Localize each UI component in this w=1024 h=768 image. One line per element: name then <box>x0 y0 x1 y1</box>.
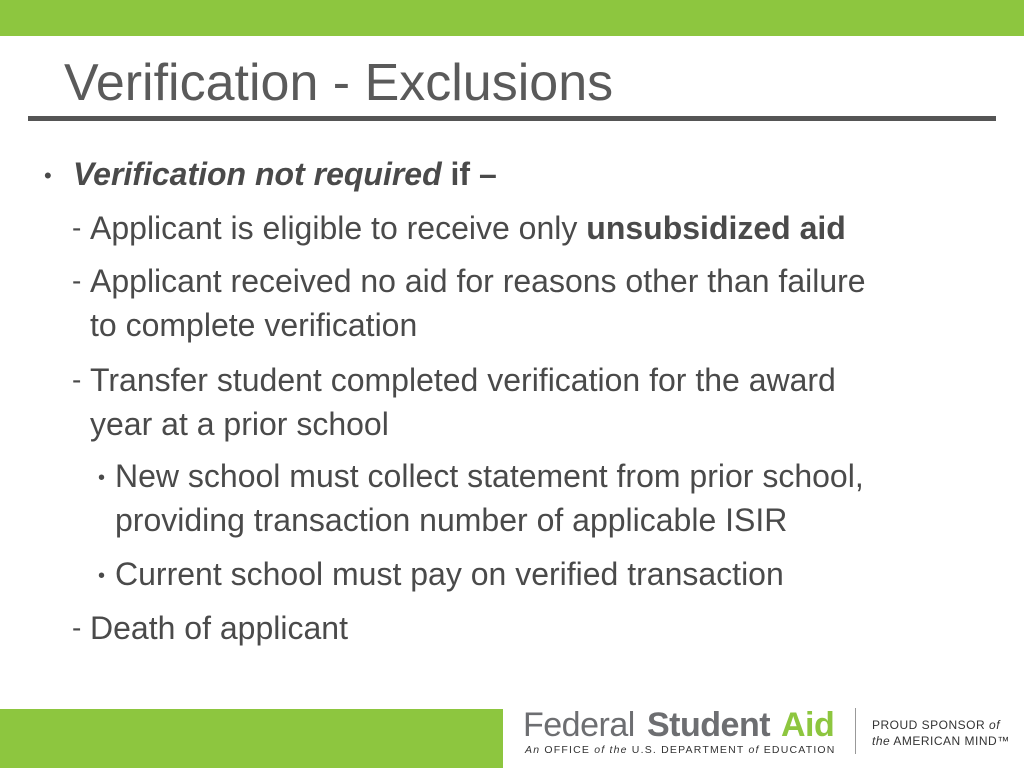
federal-student-aid-logo <box>523 706 843 762</box>
dash-marker: - <box>72 612 82 643</box>
title-underline <box>28 116 996 121</box>
sub-sub-item-current-school <box>98 552 1008 596</box>
sponsor-line-2: the AMERICAN MIND™ <box>872 734 1010 748</box>
sub-item-transfer-student <box>72 358 1002 446</box>
sub-sub-item-line-1: New school must collect statement from prior school, <box>115 458 864 494</box>
sub-item-line-2: to complete verification <box>90 307 418 343</box>
sub-item-text: Applicant is eligible to receive only unsubsidized aid <box>90 210 846 246</box>
logo-student: Student <box>647 706 771 744</box>
bullet-item-1 <box>44 152 944 196</box>
bullet-emphasis: Verification not required <box>73 156 442 192</box>
sub-item-text: Death of applicant <box>90 610 348 646</box>
sub-sub-item-line-2: providing transaction number of applicable ISIR <box>115 502 788 538</box>
sub-item-line-1: Applicant received no aid for reasons other than failure <box>90 263 866 299</box>
sub-item-line-2: year at a prior school <box>90 406 389 442</box>
sub-item-emphasis: unsubsidized aid <box>586 210 846 246</box>
bottom-accent-bar <box>0 709 503 768</box>
sub-sub-item-text: Current school must pay on verified transaction <box>115 556 784 592</box>
bullet-marker: • <box>44 163 52 188</box>
sub-item-line-1: Transfer student completed verification for the award <box>90 362 836 398</box>
bullet-marker: • <box>98 467 106 489</box>
bullet-suffix: if – <box>441 156 497 192</box>
logo-aid: Aid <box>781 706 835 744</box>
slide-title: Verification - Exclusions <box>64 54 614 112</box>
bullet-text <box>73 152 944 196</box>
sub-item-no-aid <box>72 259 1002 347</box>
dash-marker: - <box>72 364 82 395</box>
sub-sub-item-new-school <box>98 454 1008 542</box>
bullet-marker: • <box>98 565 106 587</box>
dash-marker: - <box>72 265 82 296</box>
sub-item-unsubsidized <box>72 206 1002 250</box>
footer-divider <box>855 708 856 754</box>
top-accent-bar <box>0 0 1024 36</box>
logo-tagline: An OFFICE of the U.S. DEPARTMENT of EDUCATION <box>525 744 836 756</box>
sub-item-death <box>72 606 1002 650</box>
dash-marker: - <box>72 212 82 243</box>
logo-federal: Federal <box>523 706 635 744</box>
sponsor-line-1: PROUD SPONSOR of <box>872 718 1001 732</box>
